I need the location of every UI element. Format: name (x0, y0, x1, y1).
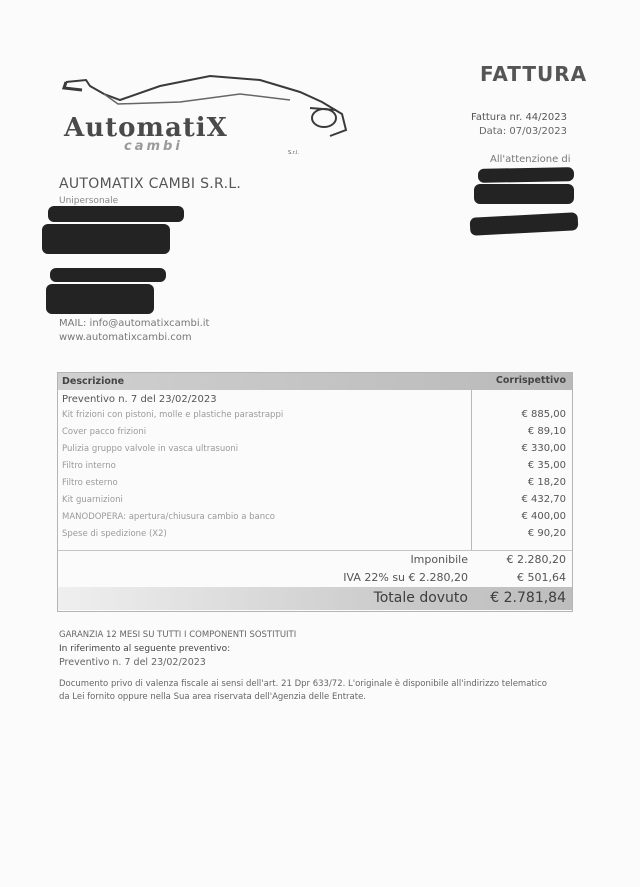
vat-label: IVA 22% su € 2.280,20 (343, 571, 468, 584)
legal-notice (59, 678, 579, 704)
table-header (58, 373, 572, 390)
row-amount: € 400,00 (521, 511, 566, 522)
redacted-address-line-1 (48, 206, 184, 222)
company-website: www.automatixcambi.com (59, 332, 192, 343)
vat-amount: € 501,64 (517, 571, 566, 584)
legal-line-2: da Lei fornito oppure nella Sua area riservata dell'Agenzia delle Entrate. (59, 692, 367, 702)
table-row (58, 425, 572, 442)
reference-title: In riferimento al seguente preventivo: (59, 644, 231, 654)
row-description: Pulizia gruppo valvole in vasca ultrasuoni (62, 444, 239, 454)
table-row (58, 476, 572, 493)
total-label: Totale dovuto (373, 590, 468, 606)
row-description: Kit frizioni con pistoni, molle e plastiche parastrappi (62, 410, 284, 420)
redacted-recipient-line-3 (470, 212, 579, 236)
company-email: MAIL: info@automatixcambi.it (59, 318, 210, 329)
row-amount: € 885,00 (521, 409, 566, 420)
row-amount: € 432,70 (521, 494, 566, 505)
row-description: Filtro esterno (62, 478, 118, 488)
row-amount: € 90,20 (527, 528, 566, 539)
row-amount: € 35,00 (527, 460, 566, 471)
attention-label: All'attenzione di (490, 154, 571, 165)
row-description: Kit guarnizioni (62, 495, 123, 505)
warranty-note: GARANZIA 12 MESI SU TUTTI I COMPONENTI SOSTITUITI (59, 630, 297, 640)
redacted-address-line-4 (46, 284, 154, 314)
redacted-address-line-3 (50, 268, 166, 282)
invoice-number: Fattura nr. 44/2023 (471, 112, 567, 123)
table-row (58, 493, 572, 510)
row-description: Spese di spedizione (X2) (62, 529, 167, 539)
taxable-label: Imponibile (410, 553, 468, 566)
invoice-date: Data: 07/03/2023 (478, 126, 567, 137)
invoice-table (57, 372, 573, 612)
reference-value: Preventivo n. 7 del 23/02/2023 (59, 657, 206, 668)
company-subtitle: Unipersonale (59, 196, 119, 206)
total-amount: € 2.781,84 (490, 590, 566, 606)
row-description: MANODOPERA: apertura/chiusura cambio a banco (62, 512, 275, 522)
total-bar (58, 587, 572, 610)
company-logo (60, 72, 360, 162)
column-amount: Corrispettivo (495, 375, 566, 386)
row-amount: € 89,10 (527, 426, 566, 437)
table-row (58, 408, 572, 425)
logo-subtext: cambi (124, 139, 183, 154)
company-name: AUTOMATIX CAMBI S.R.L. (59, 176, 242, 192)
redacted-address-line-2 (42, 224, 170, 254)
row-amount: € 330,00 (521, 443, 566, 454)
row-amount: € 18,20 (527, 477, 566, 488)
table-row (58, 510, 572, 527)
legal-line-1: Documento privo di valenza fiscale ai sensi dell'art. 21 Dpr 633/72. L'originale è disponibile all'indirizzo telematico (59, 679, 547, 689)
table-row (58, 459, 572, 476)
summary-divider (58, 550, 572, 551)
row-description: Cover pacco frizioni (62, 427, 147, 437)
redacted-recipient-line-2 (474, 184, 574, 204)
taxable-amount: € 2.280,20 (506, 553, 566, 566)
document-title: FATTURA (480, 62, 588, 86)
column-description: Descrizione (62, 376, 125, 387)
quote-reference: Preventivo n. 7 del 23/02/2023 (62, 394, 217, 405)
table-row (58, 442, 572, 459)
logo-wordmark: AutomatiX (64, 113, 228, 143)
car-logo-graphic (60, 72, 360, 162)
redacted-recipient-line-1 (478, 167, 574, 183)
table-row (58, 527, 572, 544)
row-description: Filtro interno (62, 461, 116, 471)
logo-suffix: S.r.l. (288, 150, 299, 156)
